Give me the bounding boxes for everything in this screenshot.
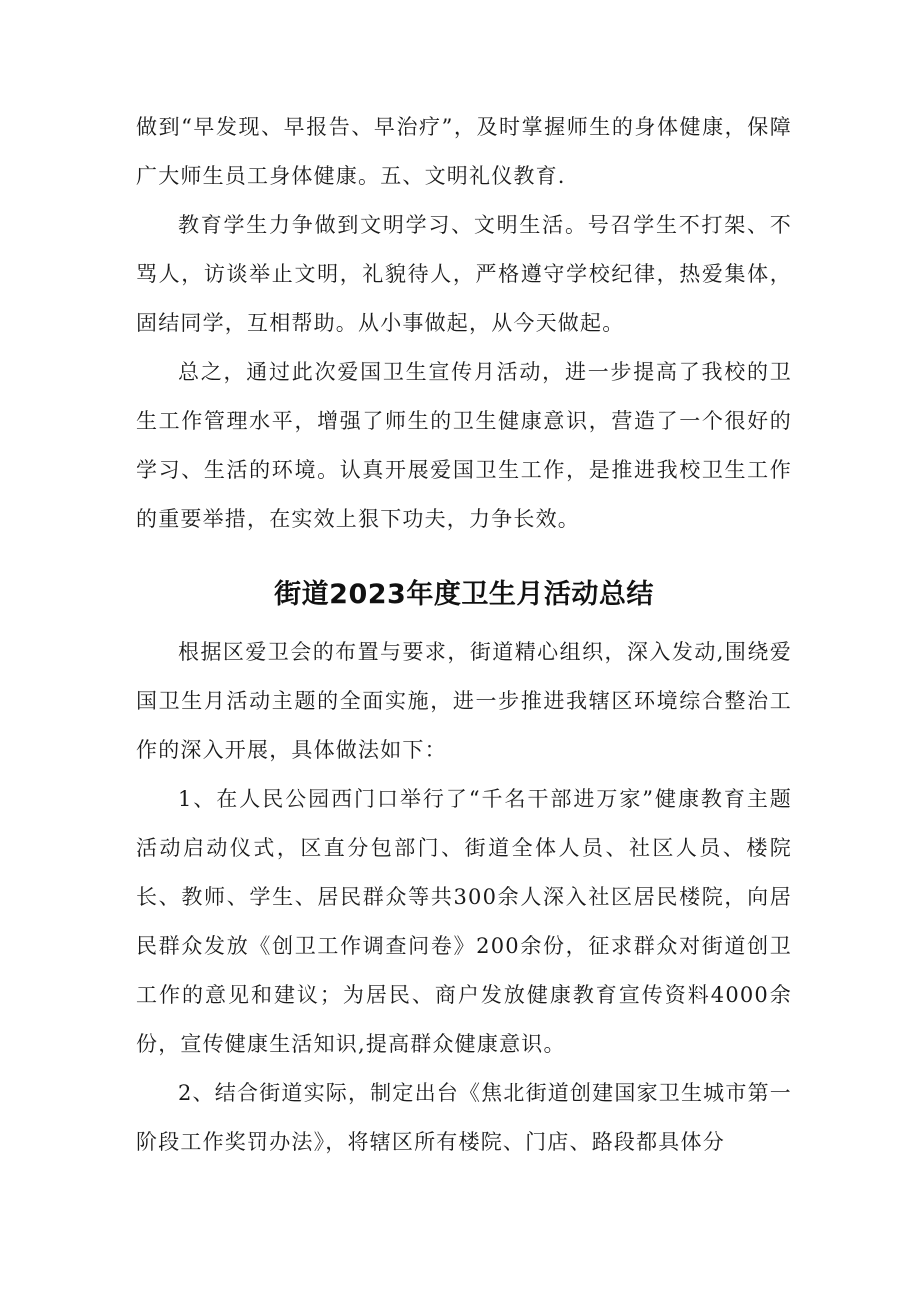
paragraph-item-1: 1、在人民公园西门口举行了“千名干部进万家”健康教育主题活动启动仪式，区直分包部门、街道全体人员、社区人员、楼院长、教师、学生、居民群众等共300余人深入社区居民楼院，向居民群众发放《创卫工作调查问卷》200余份，征求群众对街道创卫工作的意见和建议；为居民、商户发放健康教育宣传资料4000余份，宣传健康生活知识,提高群众健康意识。 [136,787,792,1056]
paragraph-etiquette-education: 教育学生力争做到文明学习、文明生活。号召学生不打架、不骂人，访谈举止文明，礼貌待人，严格遵守学校纪律，热爱集体，固结同学，互相帮助。从小事做起，从今天做起。 [136,213,792,335]
paragraph-continued: 做到“早发现、早报告、早治疗”，及时掌握师生的身体健康，保障广大师生员工身体健康。五、文明礼仪教育. [136,115,792,188]
paragraph-item-2: 2、结合街道实际，制定出台《焦北街道创建国家卫生城市第一阶段工作奖罚办法》，将辖区所有楼院、门店、路段都具体分 [136,1081,792,1154]
paragraph-conclusion: 总之，通过此次爱国卫生宣传月活动，进一步提高了我校的卫生工作管理水平，增强了师生的卫生健康意识，营造了一个很好的学习、生活的环境。认真开展爱国卫生工作，是推进我校卫生工作的重要举措，在实效上狠下功夫，力争长效。 [136,360,792,531]
section-title: 街道2023年度卫生月活动总结 [274,579,654,610]
document-page [136,103,792,1167]
paragraph-intro: 根据区爱卫会的布置与要求，街道精心组织，深入发动,围绕爱国卫生月活动主题的全面实施，进一步推进我辖区环境综合整治工作的深入开展，具体做法如下： [136,640,792,762]
